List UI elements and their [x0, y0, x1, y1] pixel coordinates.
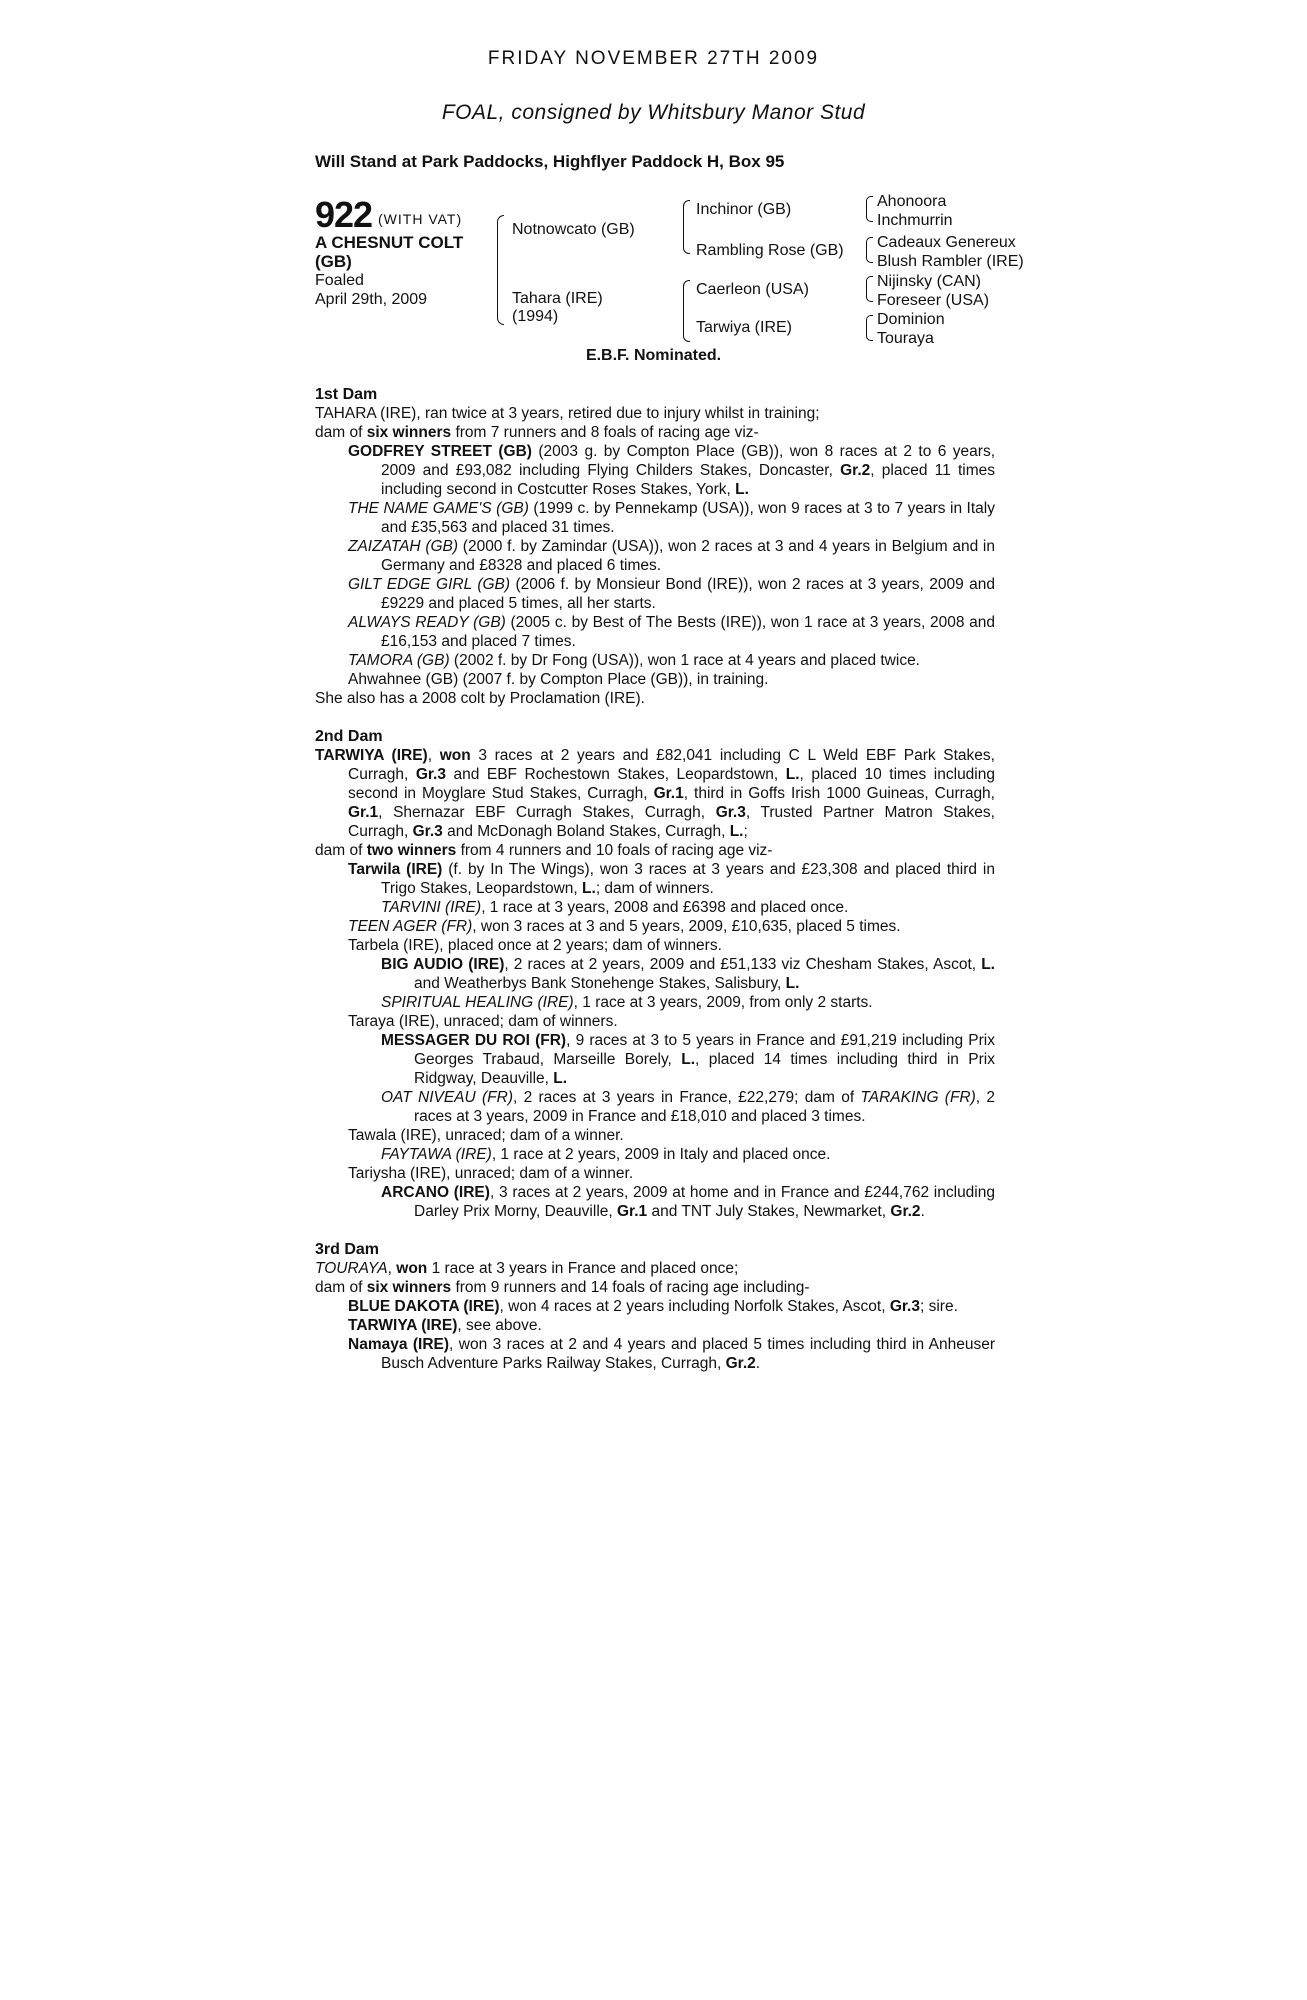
lot-description [315, 233, 463, 271]
foaled-label: Foaled [315, 272, 364, 289]
first-dam-also: She also has a 2008 colt by Proclamation (IRE). [315, 690, 645, 707]
pedigree-brace-g78 [866, 315, 873, 341]
pedigree-brace-g56 [866, 276, 873, 302]
teen-ager-entry: TEEN AGER (FR), won 3 races at 3 and 5 years, 2009, £10,635, placed 5 times. [348, 918, 901, 935]
pedigree-brace-g12 [866, 196, 873, 222]
first-dam-entry-3: ZAIZATAH (GB) (2000 f. by Zamindar (USA)), won 2 races at 3 and 4 years in Belgium and in Germany and £8328 and placed 6 times. [348, 538, 995, 574]
sale-date: FRIDAY NOVEMBER 27TH 2009 [487, 48, 820, 69]
arcano-entry: ARCANO (IRE), 3 races at 2 years, 2009 at home and in France and £244,762 including Darley Prix Morny, Deauville, Gr.1 and TNT July Stakes, Newmarket, Gr.2. [381, 1184, 995, 1220]
third-dam-record: TOURAYA, won 1 race at 3 years in France and placed once; [315, 1260, 739, 1277]
tarbela-entry: Tarbela (IRE), placed once at 2 years; dam of winners. [348, 937, 722, 954]
vat-note: (WITH VAT) [378, 211, 463, 227]
big-audio-entry: BIG AUDIO (IRE), 2 races at 2 years, 2009 and £51,133 viz Chesham Stakes, Ascot, L. and Weatherbys Bank Stonehenge Stakes, Salisbury, L. [381, 956, 995, 992]
second-dam-produce-line: dam of two winners from 4 runners and 10 foals of racing age viz- [315, 842, 773, 859]
third-dam-produce-line: dam of six winners from 9 runners and 14 foals of racing age including- [315, 1279, 810, 1296]
pedigree-dam-name: Tahara (IRE) [512, 290, 603, 307]
lot-description-line1: A CHESNUT COLT [315, 233, 464, 252]
third-dam-heading: 3rd Dam [315, 1241, 380, 1258]
blue-dakota-entry: BLUE DAKOTA (IRE), won 4 races at 2 years including Norfolk Stakes, Ascot, Gr.3; sire. [348, 1298, 958, 1315]
second-dam-heading: 2nd Dam [315, 728, 383, 745]
pedigree-g6: Foreseer (USA) [877, 292, 990, 309]
pedigree-dam-sire: Caerleon (USA) [696, 281, 809, 298]
foaled-date: April 29th, 2009 [315, 291, 428, 308]
section-gap [315, 708, 995, 727]
first-dam-produce-line: dam of six winners from 7 runners and 8 foals of racing age viz- [315, 424, 759, 441]
consignment-line: FOAL, consigned by Whitsbury Manor Stud [441, 101, 866, 124]
pedigree-sire-sire: Inchinor (GB) [696, 201, 792, 218]
pedigree-g7: Dominion [877, 311, 945, 328]
spiritual-healing-entry: SPIRITUAL HEALING (IRE), 1 race at 3 years, 2009, from only 2 starts. [381, 994, 873, 1011]
first-dam-entry-1: GODFREY STREET (GB) (2003 g. by Compton Place (GB)), won 8 races at 2 to 6 years, 2009 and £93,082 including Flying Childers Stakes, Doncaster, Gr.2, placed 11 times including second in Costcutter Roses Stakes, York, L. [348, 443, 996, 498]
pedigree-brace-g34 [866, 237, 873, 263]
pedigree-g1: Ahonoora [877, 193, 947, 210]
taraya-entry: Taraya (IRE), unraced; dam of winners. [348, 1013, 618, 1030]
namaya-entry: Namaya (IRE), won 3 races at 2 and 4 years and placed 5 times including third in Anheuser Busch Adventure Parks Railway Stakes, Curragh, Gr.2. [348, 1336, 995, 1372]
tarwiya-see-above-entry: TARWIYA (IRE), see above. [348, 1317, 542, 1334]
first-dam-heading: 1st Dam [315, 386, 378, 403]
tariysha-entry: Tariysha (IRE), unraced; dam of a winner. [348, 1165, 634, 1182]
lot-number: 922 [315, 194, 373, 235]
pedigree-g8: Touraya [877, 330, 934, 347]
pedigree-brace-main [497, 215, 504, 325]
lot-description-line2: (GB) [315, 252, 352, 271]
first-dam-entry-6: TAMORA (GB) (2002 f. by Dr Fong (USA)), won 1 race at 4 years and placed twice. [348, 652, 920, 669]
first-dam-intro: TAHARA (IRE), ran twice at 3 years, retired due to injury whilst in training; [315, 405, 820, 422]
first-dam-entry-2: THE NAME GAME'S (GB) (1999 c. by Pennekamp (USA)), won 9 races at 3 to 7 years in Italy and £35,563 and placed 31 times. [348, 500, 995, 536]
pedigree-dam-dam: Tarwiya (IRE) [696, 319, 793, 336]
pedigree-sire: Notnowcato (GB) [512, 221, 635, 238]
pedigree-dam-year: (1994) [512, 308, 559, 325]
pedigree-g5: Nijinsky (CAN) [877, 273, 981, 290]
pedigree-sire-dam: Rambling Rose (GB) [696, 242, 844, 259]
pedigree-g2: Inchmurrin [877, 212, 953, 229]
pedigree-brace-sire [683, 200, 690, 254]
oat-niveau-entry: OAT NIVEAU (FR), 2 races at 3 years in France, £22,279; dam of TARAKING (FR), 2 races at 3 years, 2009 in France and £18,010 and placed 3 times. [381, 1089, 995, 1125]
pedigree-dam [512, 290, 603, 326]
section-gap [315, 1221, 995, 1240]
first-dam-entry-5: ALWAYS READY (GB) (2005 c. by Best of The Bests (IRE)), won 1 race at 3 years, 2008 and £16,153 and placed 7 times. [348, 614, 995, 650]
second-dam-record: TARWIYA (IRE), won 3 races at 2 years and £82,041 including C L Weld EBF Park Stakes, Curragh, Gr.3 and EBF Rochestown Stakes, Leopardstown, L., placed 10 times including second in Moyglare Stud Stakes, Curragh, Gr.1, third in Goffs Irish 1000 Guineas, Curragh, Gr.1, Shernazar EBF Curragh Stakes, Curragh, Gr.3, Trusted Partner Matron Stakes, Curragh, Gr.3 and McDonagh Boland Stakes, Curragh, L.; [315, 747, 995, 840]
first-dam-entry-4: GILT EDGE GIRL (GB) (2006 f. by Monsieur Bond (IRE)), won 2 races at 3 years, 2009 and £9229 and placed 5 times, all her starts. [348, 576, 995, 612]
ebf-nomination: E.B.F. Nominated. [585, 347, 722, 364]
pedigree-g3: Cadeaux Genereux [877, 234, 1016, 251]
messager-du-roi-entry: MESSAGER DU ROI (FR), 9 races at 3 to 5 years in France and £91,219 including Prix Georges Trabaud, Marseille Borely, L., placed 14 times including third in Prix Ridgway, Deauville, L. [381, 1032, 995, 1087]
tarwila-entry: Tarwila (IRE) (f. by In The Wings), won 3 races at 3 years and £23,308 and placed third in Trigo Stakes, Leopardstown, L.; dam of winners. [348, 861, 995, 897]
catalogue-body [315, 385, 995, 1373]
stand-location: Will Stand at Park Paddocks, Highflyer Paddock H, Box 95 [315, 152, 785, 171]
foaled-info [315, 271, 427, 309]
tarvini-entry: TARVINI (IRE), 1 race at 3 years, 2008 and £6398 and placed once. [381, 899, 849, 916]
first-dam-entry-7: Ahwahnee (GB) (2007 f. by Compton Place (GB)), in training. [348, 671, 769, 688]
pedigree-g4: Blush Rambler (IRE) [877, 253, 1024, 270]
tawala-entry: Tawala (IRE), unraced; dam of a winner. [348, 1127, 624, 1144]
faytawa-entry: FAYTAWA (IRE), 1 race at 2 years, 2009 in Italy and placed once. [381, 1146, 831, 1163]
pedigree-brace-dam [683, 280, 690, 342]
